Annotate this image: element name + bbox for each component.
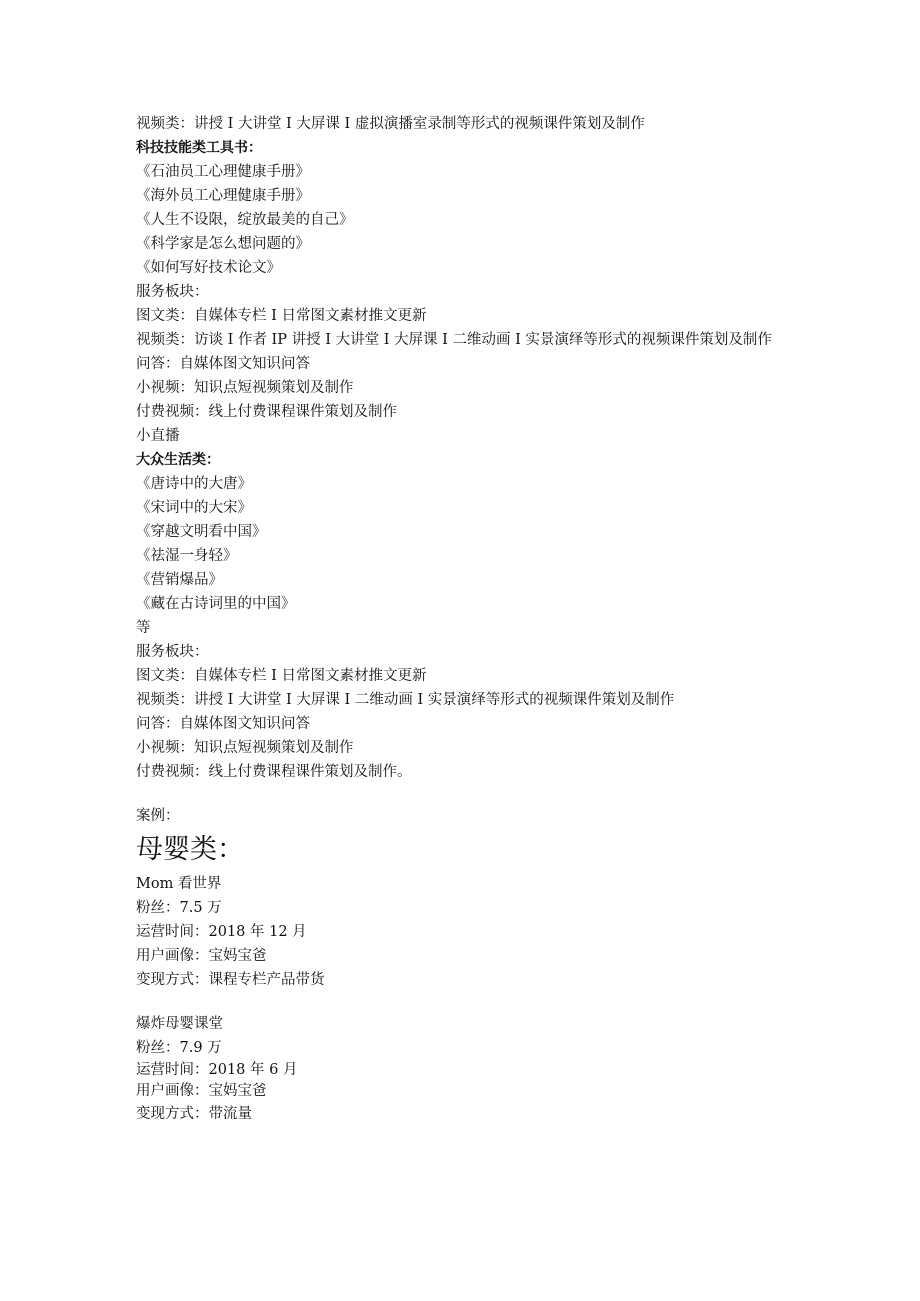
paragraph-gap <box>136 992 786 1012</box>
service-heading: 服务板块： <box>136 284 209 300</box>
service-item: 小直播 <box>136 428 180 444</box>
case-fans: 粉丝：7.5 万 <box>136 900 222 916</box>
case-category-heading: 母婴类： <box>136 834 244 865</box>
case-monetization: 变现方式：带流量 <box>136 1106 252 1122</box>
service-item: 视频类：访谈 I 作者 IP 讲授 I 大讲堂 I 大屏课 I 二维动画 I 实景演绎等形式的视频课件策划及制作 <box>136 332 772 348</box>
case-name: Mom 看世界 <box>136 876 222 892</box>
book-title: 《宋词中的大宋》 <box>136 500 252 516</box>
book-title: 《营销爆品》 <box>136 572 223 588</box>
book-title: 《藏在古诗词里的中国》 <box>136 596 296 612</box>
case-name: 爆炸母婴课堂 <box>136 1016 223 1032</box>
service-item: 小视频：知识点短视频策划及制作 <box>136 740 354 756</box>
book-title: 《石油员工心理健康手册》 <box>136 164 310 180</box>
book-title: 《穿越文明看中国》 <box>136 524 267 540</box>
case-monetization: 变现方式：课程专栏产品带货 <box>136 972 325 988</box>
life-section-heading: 大众生活类： <box>136 452 220 468</box>
case-fans: 粉丝：7.9 万 <box>136 1040 222 1056</box>
book-title: 《祛湿一身轻》 <box>136 548 238 564</box>
cases-label: 案例： <box>136 808 180 824</box>
book-title: 《唐诗中的大唐》 <box>136 476 252 492</box>
case-since: 运营时间：2018 年 6 月 <box>136 1062 298 1078</box>
case-since: 运营时间：2018 年 12 月 <box>136 924 307 940</box>
service-item: 图文类：自媒体专栏 I 日常图文素材推文更新 <box>136 668 427 684</box>
service-item: 视频类：讲授 I 大讲堂 I 大屏课 I 二维动画 I 实景演绎等形式的视频课件策划及制作 <box>136 692 675 708</box>
service-item: 图文类：自媒体专栏 I 日常图文素材推文更新 <box>136 308 427 324</box>
document-body <box>136 112 786 1126</box>
book-title: 《科学家是怎么想问题的》 <box>136 236 310 252</box>
case-audience: 用户画像：宝妈宝爸 <box>136 948 267 964</box>
service-item: 付费视频：线上付费课程课件策划及制作 <box>136 404 397 420</box>
service-item: 问答：自媒体图文知识问答 <box>136 356 310 372</box>
tech-section-heading: 科技技能类工具书： <box>136 140 262 156</box>
video-service-line: 视频类：讲授 I 大讲堂 I 大屏课 I 虚拟演播室录制等形式的视频课件策划及制作 <box>136 116 645 132</box>
paragraph-gap <box>136 784 786 804</box>
service-item: 问答：自媒体图文知识问答 <box>136 716 310 732</box>
service-heading: 服务板块： <box>136 644 209 660</box>
etc-text: 等 <box>136 620 151 636</box>
service-item: 小视频：知识点短视频策划及制作 <box>136 380 354 396</box>
service-item: 付费视频：线上付费课程课件策划及制作。 <box>136 764 412 780</box>
book-title: 《如何写好技术论文》 <box>136 260 281 276</box>
book-title: 《人生不设限，绽放最美的自己》 <box>136 212 354 228</box>
case-audience: 用户画像：宝妈宝爸 <box>136 1083 267 1099</box>
book-title: 《海外员工心理健康手册》 <box>136 188 310 204</box>
